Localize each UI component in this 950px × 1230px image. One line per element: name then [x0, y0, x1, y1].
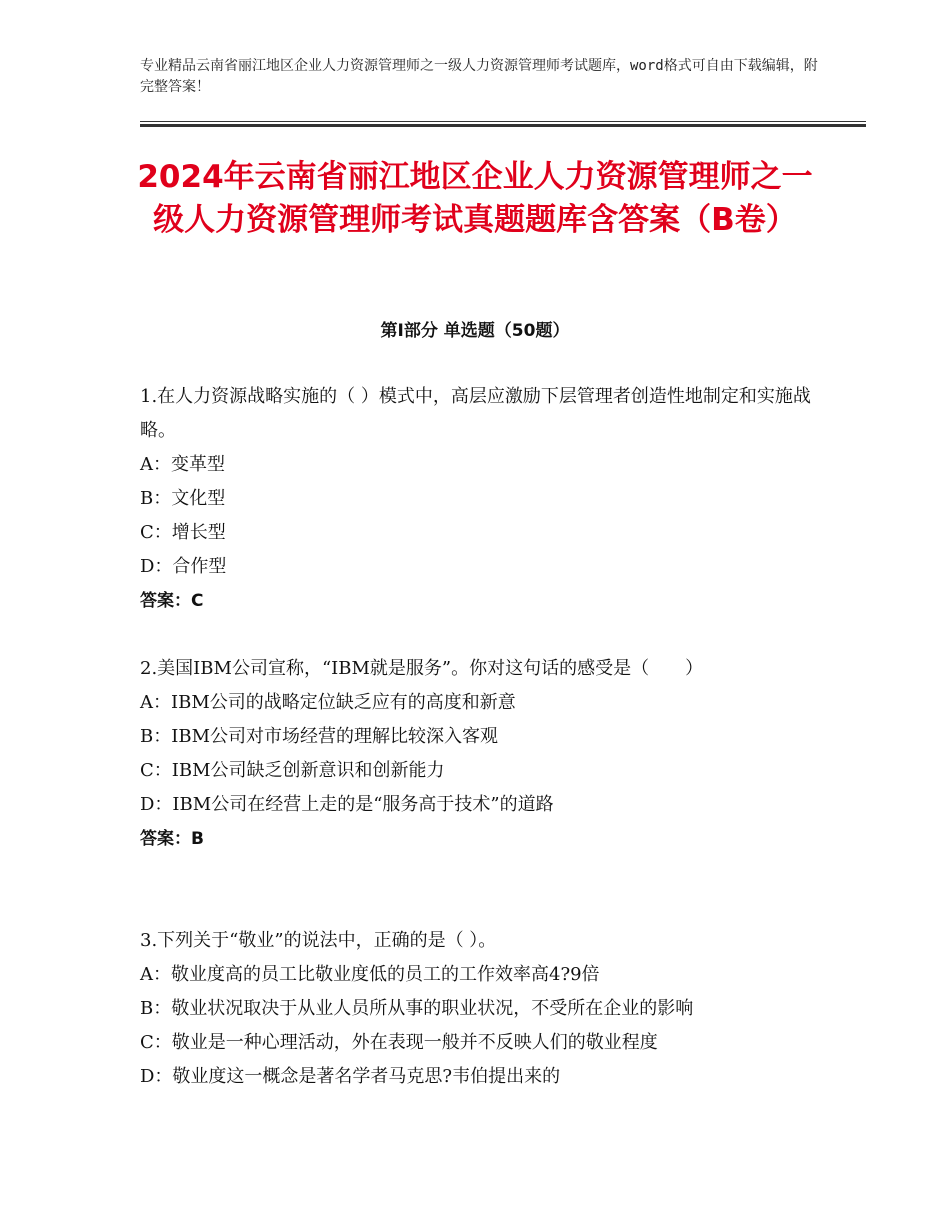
section-heading: 第Ⅰ部分 单选题（50题）: [380, 321, 570, 341]
option-d: D：IBM公司在经营上走的是“服务高于技术”的道路: [140, 794, 554, 815]
option-c: C：敬业是一种心理活动，外在表现一般并不反映人们的敬业程度: [140, 1032, 658, 1053]
question-stem: 2.美国IBM公司宣称，“IBM就是服务”。你对这句话的感受是（ ）: [140, 658, 704, 679]
header-note: 专业精品云南省丽江地区企业人力资源管理师之一级人力资源管理师考试题库，word格式可自由下载编辑，附完整答案！: [140, 58, 818, 95]
question-stem: 1.在人力资源战略实施的（ ）模式中，高层应激励下层管理者创造性地制定和实施战略。: [140, 386, 811, 441]
option-d: D：敬业度这一概念是著名学者马克思?韦伯提出来的: [140, 1066, 561, 1087]
option-c: C：增长型: [140, 522, 226, 543]
option-a: A：IBM公司的战略定位缺乏应有的高度和新意: [140, 692, 516, 713]
option-a: A：变革型: [140, 454, 225, 475]
answer: 答案：C: [140, 591, 204, 611]
option-b: B：文化型: [140, 488, 226, 509]
question-stem: 3.下列关于“敬业”的说法中，正确的是（ ）。: [140, 930, 497, 951]
question-1: [140, 380, 820, 618]
question-2: [140, 652, 820, 856]
document-title: 2024年云南省丽江地区企业人力资源管理师之一级人力资源管理师考试真题题库含答案（B卷）: [137, 159, 813, 238]
option-b: B：IBM公司对市场经营的理解比较深入客观: [140, 726, 498, 747]
header-divider-thick: [140, 124, 866, 127]
option-b: B：敬业状况取决于从业人员所从事的职业状况，不受所在企业的影响: [140, 998, 694, 1019]
question-3: [140, 924, 820, 1094]
option-d: D：合作型: [140, 556, 227, 577]
header-divider-thin: [140, 121, 866, 122]
option-a: A：敬业度高的员工比敬业度低的员工的工作效率高4?9倍: [140, 964, 600, 985]
answer: 答案：B: [140, 829, 204, 849]
option-c: C：IBM公司缺乏创新意识和创新能力: [140, 760, 445, 781]
